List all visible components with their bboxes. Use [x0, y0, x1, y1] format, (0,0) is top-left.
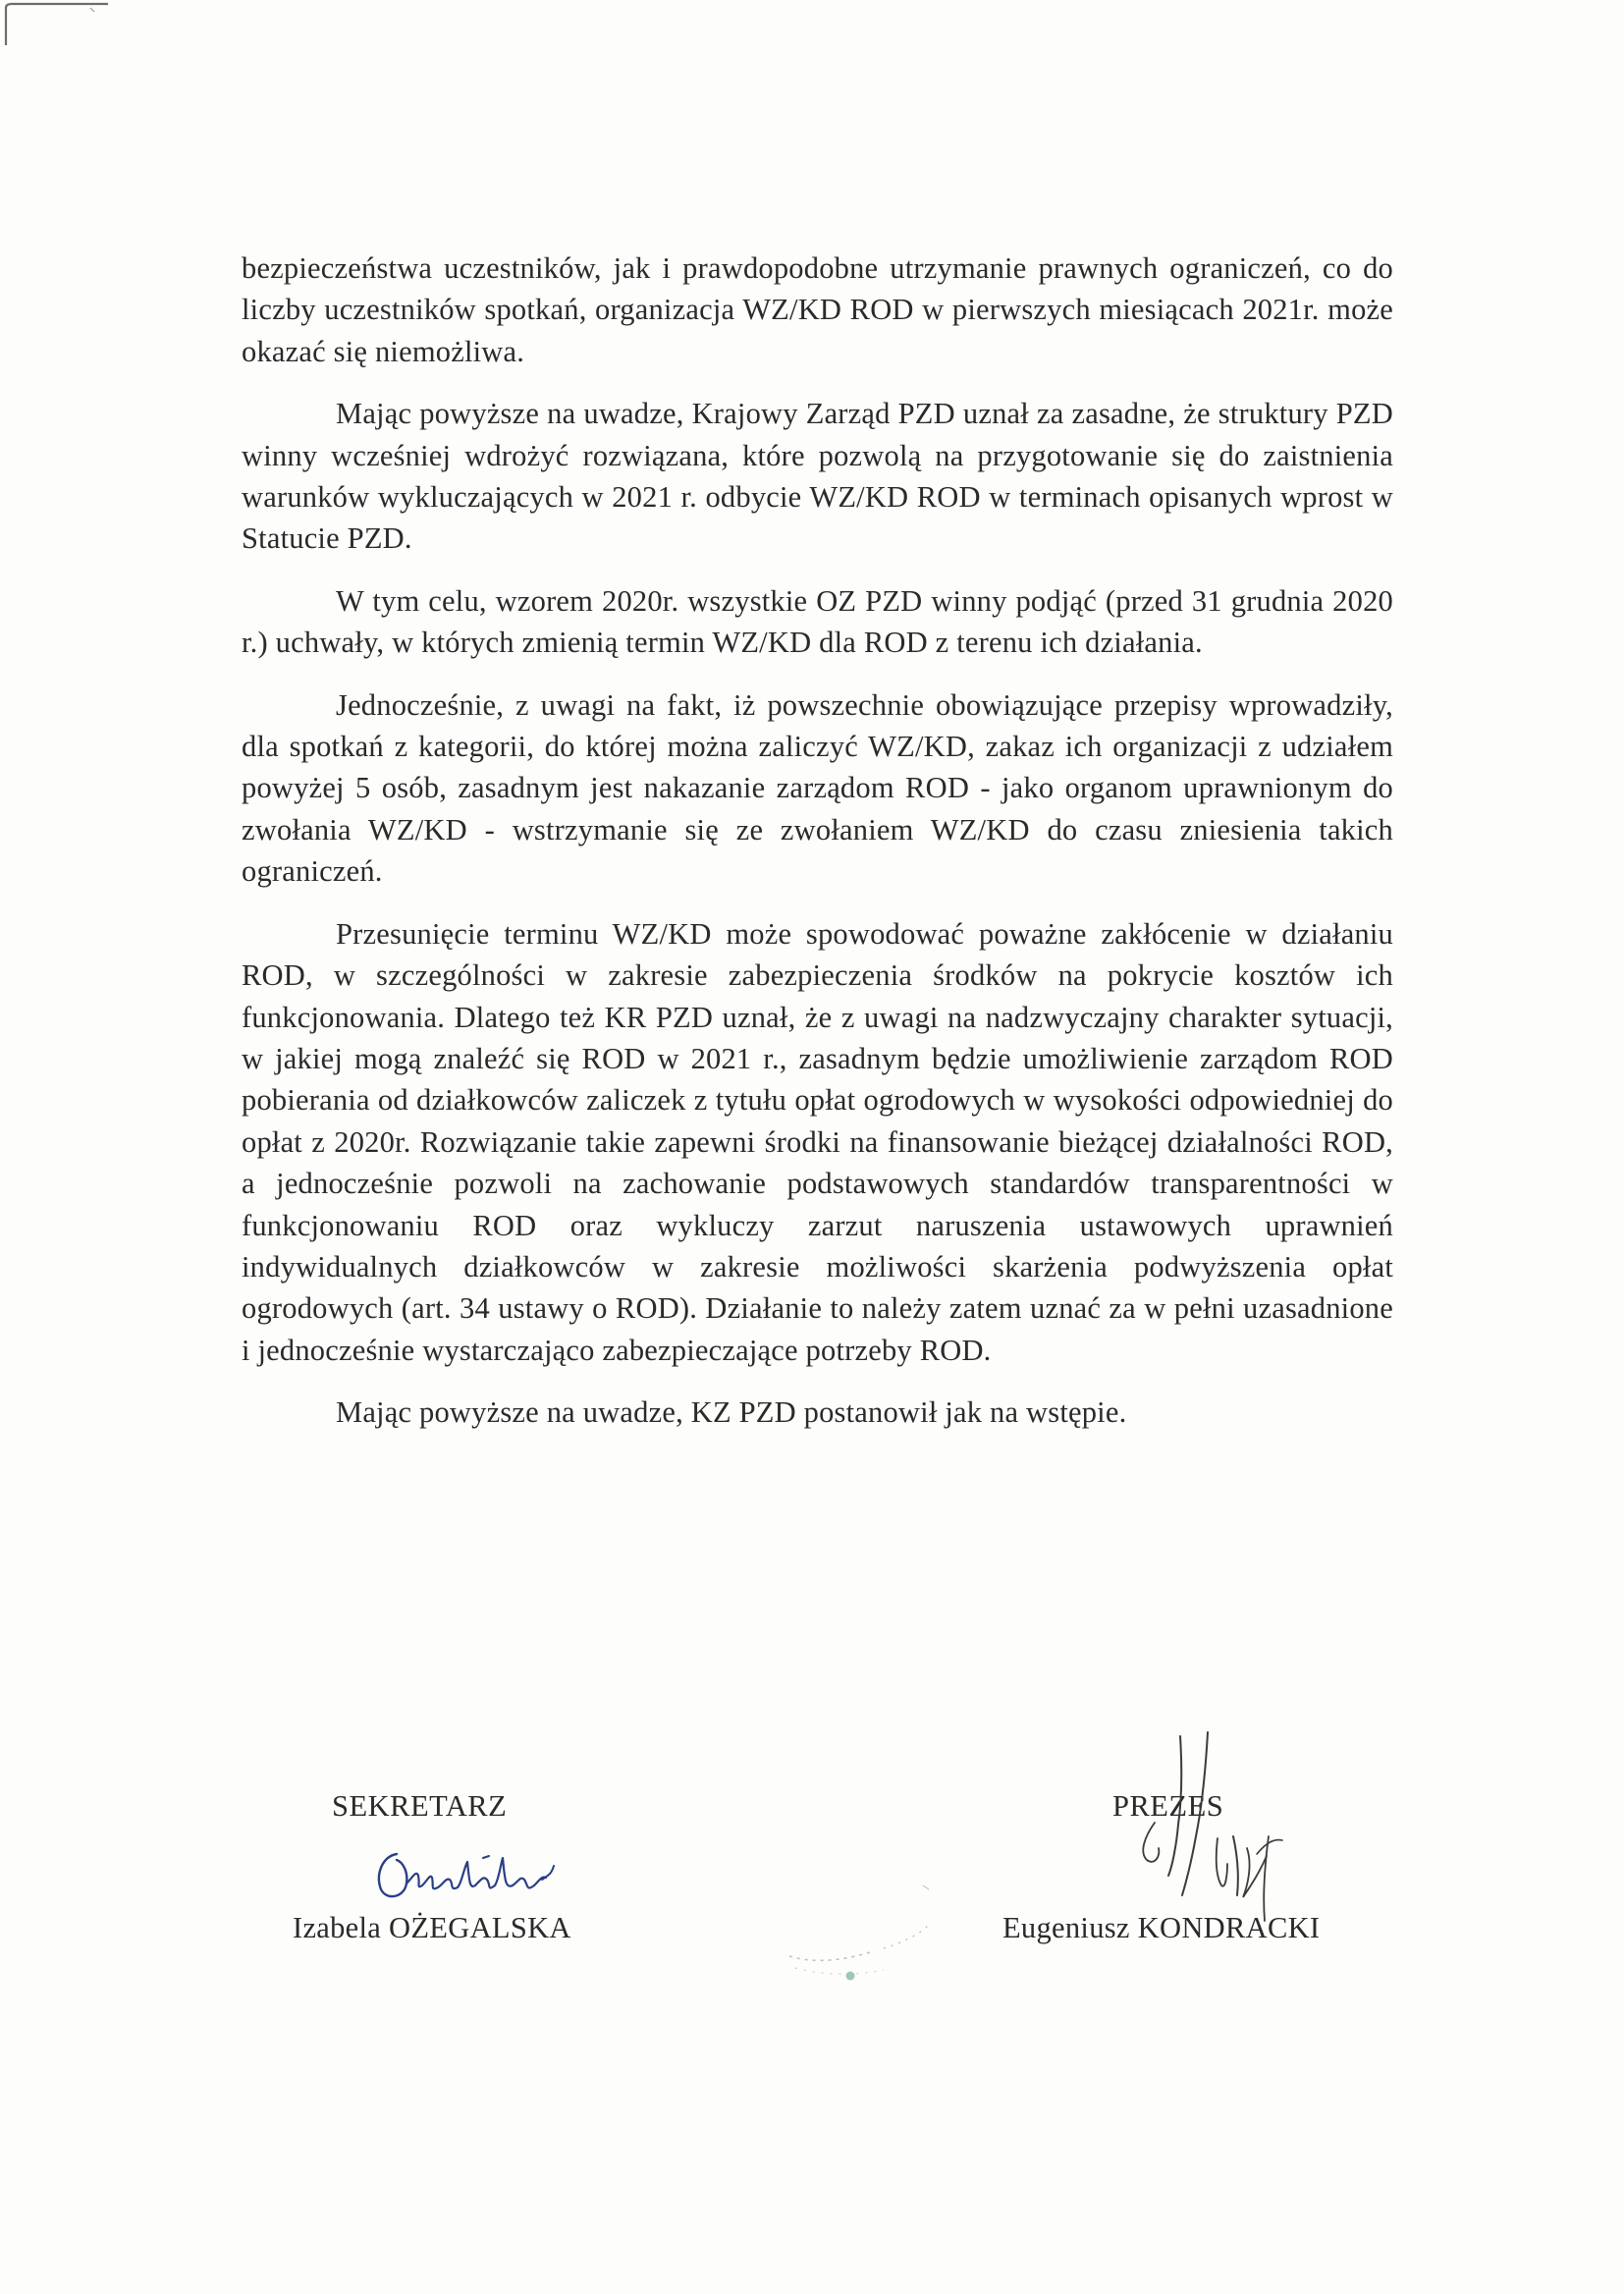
- paragraph-4: Jednocześnie, z uwagi na fakt, iż powszechnie obowiązujące przepisy wprowadziły, dla spotkań z kategorii, do której można zaliczyć WZ/KD, zakaz ich organizacji z udziałem powyżej 5 osób, zasadnym jest nakazanie zarządom ROD - jako organom uprawnionym do zwołania WZ/KD - wstrzymanie się ze zwołaniem WZ/KD do czasu zniesienia takich ograniczeń.: [242, 687, 1393, 889]
- corner-scan-mark: [4, 2, 112, 47]
- paragraph-5: Przesunięcie terminu WZ/KD może spowodować poważne zakłócenie w działaniu ROD, w szczególności w zakresie zabezpieczenia środków na pokrycie kosztów ich funkcjonowania. Dlatego też KR PZD uznał, że z uwagi na nadzwyczajny charakter sytuacji, w jakiej mogą znaleźć się ROD w 2021 r., zasadnym będzie umożliwienie zarządom ROD pobierania od działkowców zaliczek z tytułu opłat ogrodowych w wysokości odpowiedniej do opłat z 2020r. Rozwiązanie takie zapewni środki na finansowanie bieżącej działalności ROD, a jednocześnie pozwoli na zachowanie podstawowych standardów transparentności w funkcjonowaniu ROD oraz wykluczy zarzut naruszenia ustawowych uprawnień indywidualnych działkowców w zakresie możliwości skarżenia podwyższenia opłat ogrodowych (art. 34 ustawy o ROD). Działanie to należy zatem uznać za w pełni uzasadnione i jednocześnie wystarczająco zabezpieczające potrzeby ROD.: [242, 916, 1393, 1367]
- letter-body: [242, 247, 1393, 1434]
- paragraph-3: W tym celu, wzorem 2020r. wszystkie OZ PZD winny podjąć (przed 31 grudnia 2020 r.) uchwały, w których zmienią termin WZ/KD dla ROD z terenu ich działania.: [242, 583, 1393, 660]
- secretary-name: Izabela OŻEGALSKA: [293, 1911, 571, 1944]
- paragraph-1: bezpieczeństwa uczestników, jak i prawdopodobne utrzymanie prawnych ograniczeń, co do liczby uczestników spotkań, organizacja WZ/KD ROD w pierwszych miesiącach 2021r. może okazać się niemożliwa.: [242, 251, 1393, 368]
- president-handwritten-signature: [1100, 1728, 1335, 1925]
- secretary-handwritten-signature: [367, 1840, 564, 1913]
- president-name: Eugeniusz KONDRACKI: [1002, 1911, 1321, 1944]
- paragraph-6: Mając powyższe na uwadze, KZ PZD postanowił jak na wstępie.: [336, 1395, 1127, 1430]
- president-title: PREZES: [1112, 1789, 1224, 1823]
- secretary-title: SEKRETARZ: [332, 1789, 508, 1823]
- faint-stamp: [776, 1866, 962, 1984]
- paragraph-2: Mając powyższe na uwadze, Krajowy Zarząd PZD uznał za zasadne, że struktury PZD winny wcześniej wdrożyć rozwiązana, które pozwolą na przygotowanie się do zaistnienia warunków wykluczających w 2021 r. odbycie WZ/KD ROD w terminach opisanych wprost w Statucie PZD.: [242, 397, 1393, 556]
